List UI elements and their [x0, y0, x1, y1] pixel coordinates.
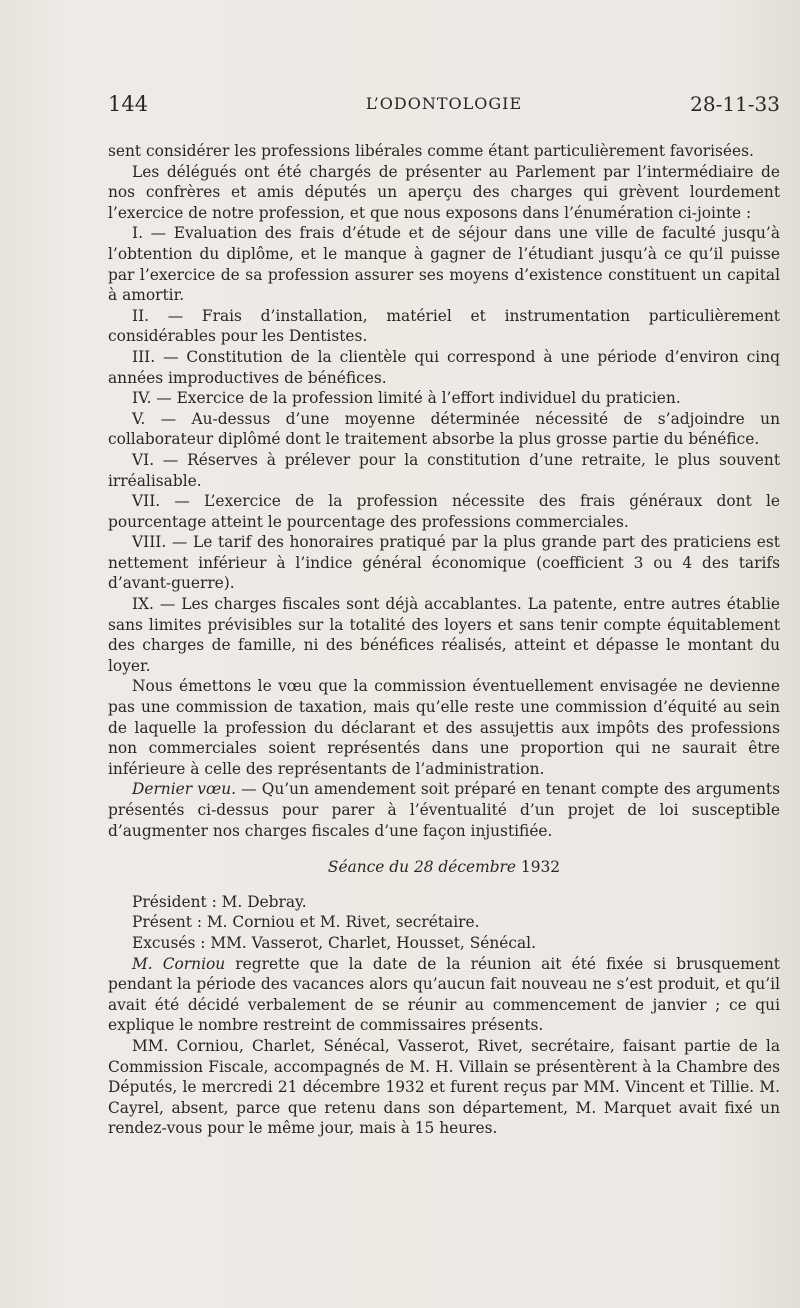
- list-item-i: I. — Evaluation des frais d’étude et de séjour dans une ville de faculté jusqu’à l’obtention du diplôme, et le manque à gagner de l’étudiant jusqu’à ce qu’il puisse par l’exercice de sa profession assurer ses moyens d’existence constituent un capital à amortir.: [108, 224, 780, 305]
- paragraph-wish: Nous émettons le vœu que la commission éventuellement envisagée ne devienne pas une commission de taxation, mais qu’elle reste une commission d’équité au sein de laquelle la profession du déclarant et des assujettis aux impôts des professions non commerciales soient représentés dans une proportion qui ne saurait être inférieure à celle des représentants de l’administration.: [108, 677, 780, 778]
- session-heading: [108, 857, 780, 878]
- page-header: [108, 92, 780, 122]
- corniou-text: regrette que la date de la réunion ait été fixée si brusquement pendant la période des vacances alors qu’aucun fait nouveau ne s’est produit, et qu’il avait été décidé verbalement de se réunir au commencement de janvier ; ce qui explique le nombre restreint de commissaires présents.: [108, 954, 780, 1035]
- session-year: 1932: [516, 858, 561, 877]
- list-item-vi: VI. — Réserves à prélever pour la constitution d’une retraite, le plus souvent irréalisable.: [108, 450, 780, 490]
- list-item-v: V. — Au-dessus d’une moyenne déterminée nécessité de s’adjoindre un collaborateur diplômé dont le traitement absorbe la plus grosse partie du bénéfice.: [108, 409, 780, 449]
- list-item-ix: IX. — Les charges fiscales sont déjà accablantes. La patente, entre autres établie sans limites prévisibles sur la totalité des loyers et sans tenir compte équitablement des charges de famille, ni des bénéfices réalisés, atteint et dépasse le montant du loyer.: [108, 595, 780, 675]
- list-item-iii: III. — Constitution de la clientèle qui correspond à une période d’environ cinq années improductives de bénéfices.: [108, 347, 780, 387]
- session-label: Séance du 28 décembre: [327, 858, 517, 877]
- paragraph-final: MM. Corniou, Charlet, Sénécal, Vasserot, Rivet, secrétaire, faisant partie de la Commission Fiscale, accompagnés de M. H. Villain se présentèrent à la Chambre des Députés, le mercredi 21 décembre 1932 et furent reçus par MM. Vincent et Tillie. M. Cayrel, absent, parce que retenu dans son département, M. Marquet avait fixé un rendez-vous pour le même jour, mais à 15 heures.: [108, 1036, 780, 1138]
- paragraph-corniou: [108, 954, 780, 1036]
- attendance-excused: Excusés : MM. Vasserot, Charlet, Housset, Sénécal.: [132, 933, 536, 952]
- issue-date: 28-11-33: [690, 92, 780, 116]
- list-item-ii: II. — Frais d’installation, matériel et instrumentation particulièrement considérables pour les Dentistes.: [108, 306, 780, 346]
- list-item-viii: VIII. — Le tarif des honoraires pratiqué par la plus grande part des praticiens est nettement inférieur à l’indice général économique (coefficient 3 ou 4 des tarifs d’avant-guerre).: [108, 533, 780, 593]
- paragraph-last-wish: [108, 779, 780, 841]
- page-number: 144: [108, 92, 149, 116]
- journal-title: L’ODONTOLOGIE: [365, 94, 523, 113]
- list-item-iv: IV. — Exercice de la profession limité à l’effort individuel du praticien.: [132, 389, 681, 408]
- paragraph-delegates: Les délégués ont été chargés de présenter au Parlement par l’intermédiaire de nos confrères et amis députés un aperçu des charges qui grèvent lourdement l’exercice de notre profession, et que nous exposons dans l’énumération ci-jointe :: [108, 162, 780, 222]
- list-item-vii: VII. — L’exercice de la profession nécessite des frais généraux dont le pourcentage atteint le pourcentage des professions commerciales.: [108, 492, 780, 531]
- last-wish-text: — Qu’un amendement soit préparé en tenant compte des arguments présentés ci-dessus pour parer à l’éventualité d’un projet de loi susceptible d’augmenter nos charges fiscales d’une façon injustifiée.: [108, 780, 780, 840]
- page-body: [108, 141, 780, 1139]
- last-wish-label: Dernier vœu.: [132, 780, 236, 799]
- paragraph-continuation: sent considérer les professions libérales comme étant particulièrement favorisées.: [108, 142, 754, 160]
- attendance-president: Président : M. Debray.: [132, 892, 307, 911]
- corniou-name: M. Corniou: [132, 954, 226, 973]
- attendance-present: Présent : M. Corniou et M. Rivet, secrétaire.: [132, 913, 480, 932]
